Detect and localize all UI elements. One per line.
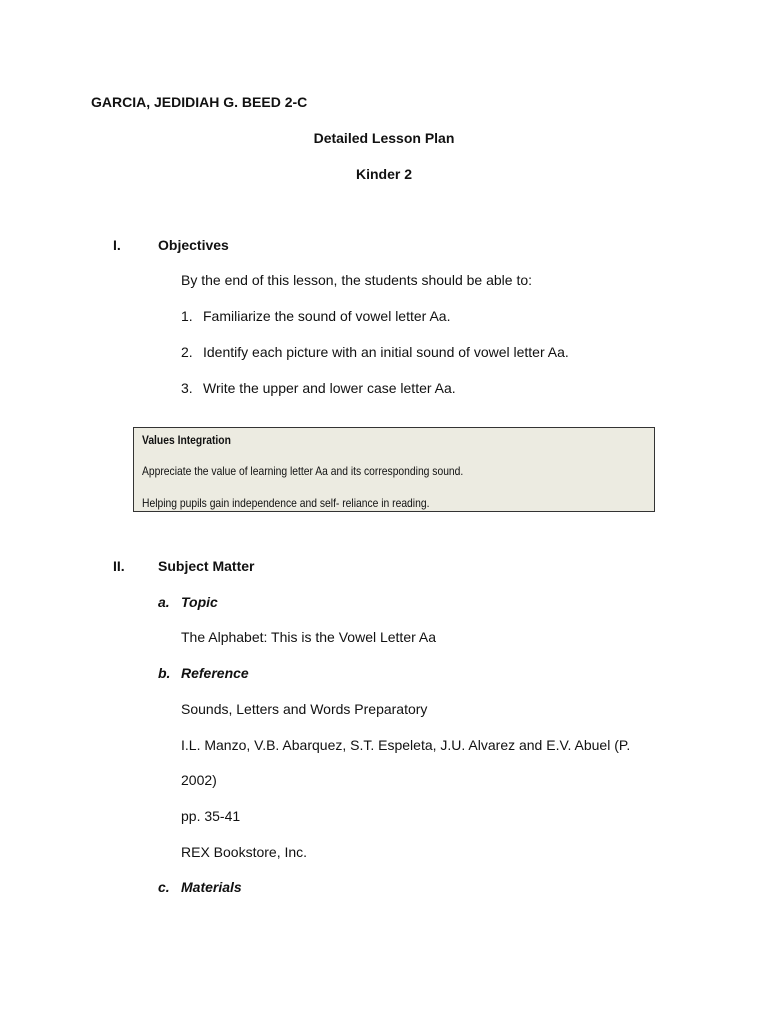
reference-line: Sounds, Letters and Words Preparatory — [181, 701, 428, 717]
topic-text: The Alphabet: This is the Vowel Letter Aa — [181, 629, 437, 645]
section-number-subject-matter: II. — [113, 558, 125, 574]
document-subtitle: Kinder 2 — [355, 166, 412, 182]
author-line: GARCIA, JEDIDIAH G. BEED 2-C — [91, 94, 308, 110]
objective-item — [181, 344, 569, 360]
objective-text: Identify each picture with an initial sound of vowel letter Aa. — [203, 344, 569, 360]
document-title: Detailed Lesson Plan — [313, 130, 455, 146]
reference-line: pp. 35-41 — [181, 808, 241, 824]
values-integration-line: Helping pupils gain independence and self- reliance in reading. — [142, 496, 430, 510]
materials-label: c. — [158, 879, 170, 895]
objective-number: 2. — [181, 344, 193, 360]
objective-text: Familiarize the sound of vowel letter Aa. — [203, 308, 451, 324]
values-integration-line: Appreciate the value of learning letter Aa and its corresponding sound. — [142, 464, 464, 478]
section-heading-objectives: Objectives — [158, 237, 229, 253]
section-number-objectives: I. — [113, 237, 121, 253]
reference-heading: Reference — [181, 665, 249, 681]
reference-label: b. — [158, 665, 171, 681]
objective-item — [181, 308, 450, 324]
reference-line: REX Bookstore, Inc. — [181, 844, 308, 860]
objectives-intro: By the end of this lesson, the students should be able to: — [181, 272, 533, 288]
topic-heading: Topic — [181, 594, 218, 610]
topic-label: a. — [158, 594, 170, 610]
objective-number: 1. — [181, 308, 193, 324]
objective-number: 3. — [181, 380, 193, 396]
reference-line: I.L. Manzo, V.B. Abarquez, S.T. Espeleta, J.U. Alvarez and E.V. Abuel (P. — [181, 737, 631, 753]
reference-line: 2002) — [181, 772, 217, 788]
section-heading-subject-matter: Subject Matter — [158, 558, 255, 574]
values-integration-box — [133, 427, 655, 512]
materials-heading: Materials — [181, 879, 242, 895]
objective-item — [181, 380, 456, 396]
objective-text: Write the upper and lower case letter Aa. — [203, 380, 456, 396]
values-integration-title: Values Integration — [142, 433, 231, 447]
